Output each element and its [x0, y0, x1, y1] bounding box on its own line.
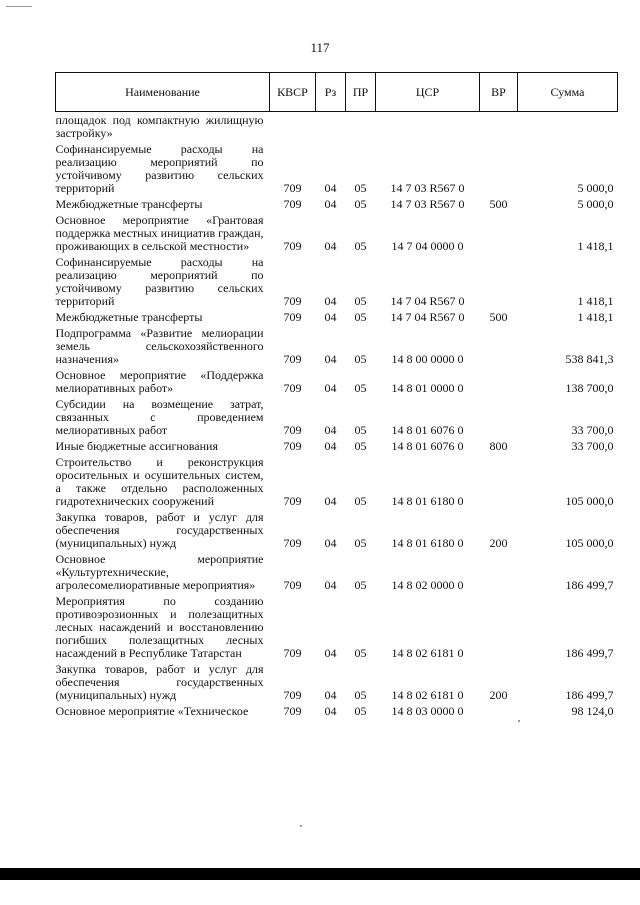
row-rz: 04 [324, 352, 337, 366]
row-pr: 05 [354, 688, 367, 702]
row-sum: 1 418,1 [577, 294, 614, 308]
table-row [56, 309, 618, 325]
row-vr [480, 325, 518, 367]
row-sum: 186 499,7 [565, 578, 614, 592]
row-pr: 05 [354, 197, 367, 211]
row-vr: 500 [489, 197, 508, 211]
row-kvsr: 709 [283, 578, 302, 592]
table-header-row [56, 73, 618, 112]
row-kvsr: 709 [283, 197, 302, 211]
row-vr: 800 [489, 439, 508, 453]
row-sum: 105 000,0 [565, 494, 614, 508]
row-kvsr: 709 [283, 439, 302, 453]
row-rz [316, 112, 346, 142]
row-pr: 05 [354, 578, 367, 592]
row-name: Закупка товаров, работ и услуг для обеспечения государственных (муниципальных) нужд [55, 510, 264, 550]
row-rz: 04 [324, 381, 337, 395]
row-sum: 1 418,1 [577, 310, 614, 324]
header-kvsr: КВСР [270, 73, 316, 112]
row-csr: 14 7 04 R567 0 [390, 310, 465, 324]
row-rz: 04 [324, 294, 337, 308]
row-sum: 138 700,0 [565, 381, 614, 395]
row-name: Софинансируемые расходы на реализацию мероприятий по устойчивому развитию сельских территорий [55, 142, 264, 195]
row-name: Основное мероприятие «Грантовая поддержка местных инициатив граждан, проживающих в сельской местности» [55, 213, 264, 253]
row-csr [376, 112, 480, 142]
row-csr: 14 8 01 6180 0 [391, 536, 464, 550]
header-rz: Рз [316, 73, 346, 112]
row-kvsr: 709 [283, 494, 302, 508]
row-pr [346, 112, 376, 142]
table-row [56, 454, 618, 509]
table-row [56, 438, 618, 454]
row-pr: 05 [354, 381, 367, 395]
row-pr: 05 [354, 646, 367, 660]
row-vr [480, 212, 518, 254]
row-pr: 05 [354, 536, 367, 550]
row-pr: 05 [354, 181, 367, 195]
row-kvsr: 709 [283, 688, 302, 702]
row-rz: 04 [324, 310, 337, 324]
row-name: Подпрограмма «Развитие мелиорации земель сельскохозяйственного назначения» [55, 326, 264, 366]
row-kvsr: 709 [283, 423, 302, 437]
scan-artifact [6, 6, 32, 7]
row-sum: 5 000,0 [577, 181, 614, 195]
row-rz: 04 [324, 704, 337, 718]
row-csr: 14 8 01 6076 0 [391, 423, 464, 437]
row-pr: 05 [354, 494, 367, 508]
row-rz: 04 [324, 239, 337, 253]
row-name: Основное мероприятие «Техническое [55, 704, 249, 718]
row-kvsr: 709 [283, 294, 302, 308]
row-kvsr: 709 [283, 181, 302, 195]
row-sum: 186 499,7 [565, 688, 614, 702]
row-csr: 14 7 04 R567 0 [390, 294, 465, 308]
row-kvsr: 709 [283, 536, 302, 550]
row-name: площадок под компактную жилищную застройку» [55, 113, 264, 140]
row-name: Межбюджетные трансферты [55, 197, 203, 211]
row-sum: 33 700,0 [571, 439, 614, 453]
table-row [56, 509, 618, 551]
row-name: Основное мероприятие «Культуртехнические, агролесомелиоративные мероприятия» [55, 552, 264, 592]
row-csr: 14 8 02 6181 0 [391, 688, 464, 702]
budget-table [55, 72, 617, 719]
row-kvsr: 709 [283, 381, 302, 395]
row-csr: 14 7 03 R567 0 [390, 181, 465, 195]
row-csr: 14 8 01 0000 0 [391, 381, 464, 395]
page-number: 117 [310, 40, 330, 55]
row-sum: 5 000,0 [577, 197, 614, 211]
table-row [56, 325, 618, 367]
row-kvsr: 709 [283, 310, 302, 324]
row-csr: 14 7 04 0000 0 [391, 239, 464, 253]
table-row [56, 661, 618, 703]
row-vr [480, 551, 518, 593]
table-row [56, 141, 618, 196]
row-name: Мероприятия по созданию противоэрозионных и полезащитных лесных насаждений и восстановлению погибших полезащитных лесных насаждений в Республике Татарстан [55, 594, 264, 660]
row-name: Строительство и реконструкция оросительных и осушительных систем, а также отдельно расположенных гидротехнических сооружений [55, 455, 264, 508]
scan-bottom-border [0, 868, 640, 880]
row-vr: 200 [489, 688, 508, 702]
row-name: Закупка товаров, работ и услуг для обеспечения государственных (муниципальных) нужд [55, 662, 264, 702]
row-rz: 04 [324, 646, 337, 660]
row-sum: 33 700,0 [571, 423, 614, 437]
row-sum: 98 124,0 [571, 704, 614, 718]
table-row [56, 551, 618, 593]
table-row [56, 112, 618, 142]
row-csr: 14 8 00 0000 0 [391, 352, 464, 366]
row-vr [480, 703, 518, 719]
row-pr: 05 [354, 439, 367, 453]
row-kvsr: 709 [283, 239, 302, 253]
row-csr: 14 8 03 0000 0 [391, 704, 464, 718]
row-pr: 05 [354, 423, 367, 437]
row-sum [518, 112, 618, 142]
table-row [56, 212, 618, 254]
row-pr: 05 [354, 294, 367, 308]
table-row [56, 396, 618, 438]
row-rz: 04 [324, 536, 337, 550]
row-kvsr: 709 [283, 646, 302, 660]
row-vr: 200 [489, 536, 508, 550]
row-csr: 14 8 02 6181 0 [391, 646, 464, 660]
row-vr [480, 254, 518, 309]
header-pr: ПР [346, 73, 376, 112]
table-row [56, 703, 618, 719]
row-sum: 186 499,7 [565, 646, 614, 660]
row-kvsr: 709 [283, 352, 302, 366]
row-name: Иные бюджетные ассигнования [55, 439, 218, 453]
row-csr: 14 7 03 R567 0 [390, 197, 465, 211]
header-name: Наименование [56, 73, 270, 112]
row-pr: 05 [354, 239, 367, 253]
header-vr: ВР [480, 73, 518, 112]
row-name: Субсидии на возмещение затрат, связанных с проведением мелиоративных работ [55, 397, 264, 437]
row-sum: 105 000,0 [565, 536, 614, 550]
row-pr: 05 [354, 704, 367, 718]
row-csr: 14 8 01 6180 0 [391, 494, 464, 508]
row-vr [480, 396, 518, 438]
row-name: Межбюджетные трансферты [55, 310, 203, 324]
table-row [56, 196, 618, 212]
row-vr [480, 112, 518, 142]
row-rz: 04 [324, 688, 337, 702]
scan-artifact [518, 720, 520, 722]
row-sum: 1 418,1 [577, 239, 614, 253]
row-name: Софинансируемые расходы на реализацию мероприятий по устойчивому развитию сельских территорий [55, 255, 264, 308]
row-kvsr: 709 [283, 704, 302, 718]
scan-artifact [300, 825, 302, 827]
row-rz: 04 [324, 578, 337, 592]
row-rz: 04 [324, 181, 337, 195]
row-kvsr [270, 112, 316, 142]
row-pr: 05 [354, 352, 367, 366]
row-csr: 14 8 01 6076 0 [391, 439, 464, 453]
row-sum: 538 841,3 [565, 352, 614, 366]
row-vr [480, 141, 518, 196]
row-rz: 04 [324, 439, 337, 453]
row-rz: 04 [324, 494, 337, 508]
table-row [56, 367, 618, 396]
header-csr: ЦСР [376, 73, 480, 112]
row-vr: 500 [489, 310, 508, 324]
row-csr: 14 8 02 0000 0 [391, 578, 464, 592]
row-rz: 04 [324, 423, 337, 437]
row-vr [480, 367, 518, 396]
row-vr [480, 454, 518, 509]
header-sum: Сумма [518, 73, 618, 112]
row-rz: 04 [324, 197, 337, 211]
row-pr: 05 [354, 310, 367, 324]
table-row [56, 593, 618, 661]
row-vr [480, 593, 518, 661]
table-row [56, 254, 618, 309]
row-name: Основное мероприятие «Поддержка мелиоративных работ» [55, 368, 264, 395]
